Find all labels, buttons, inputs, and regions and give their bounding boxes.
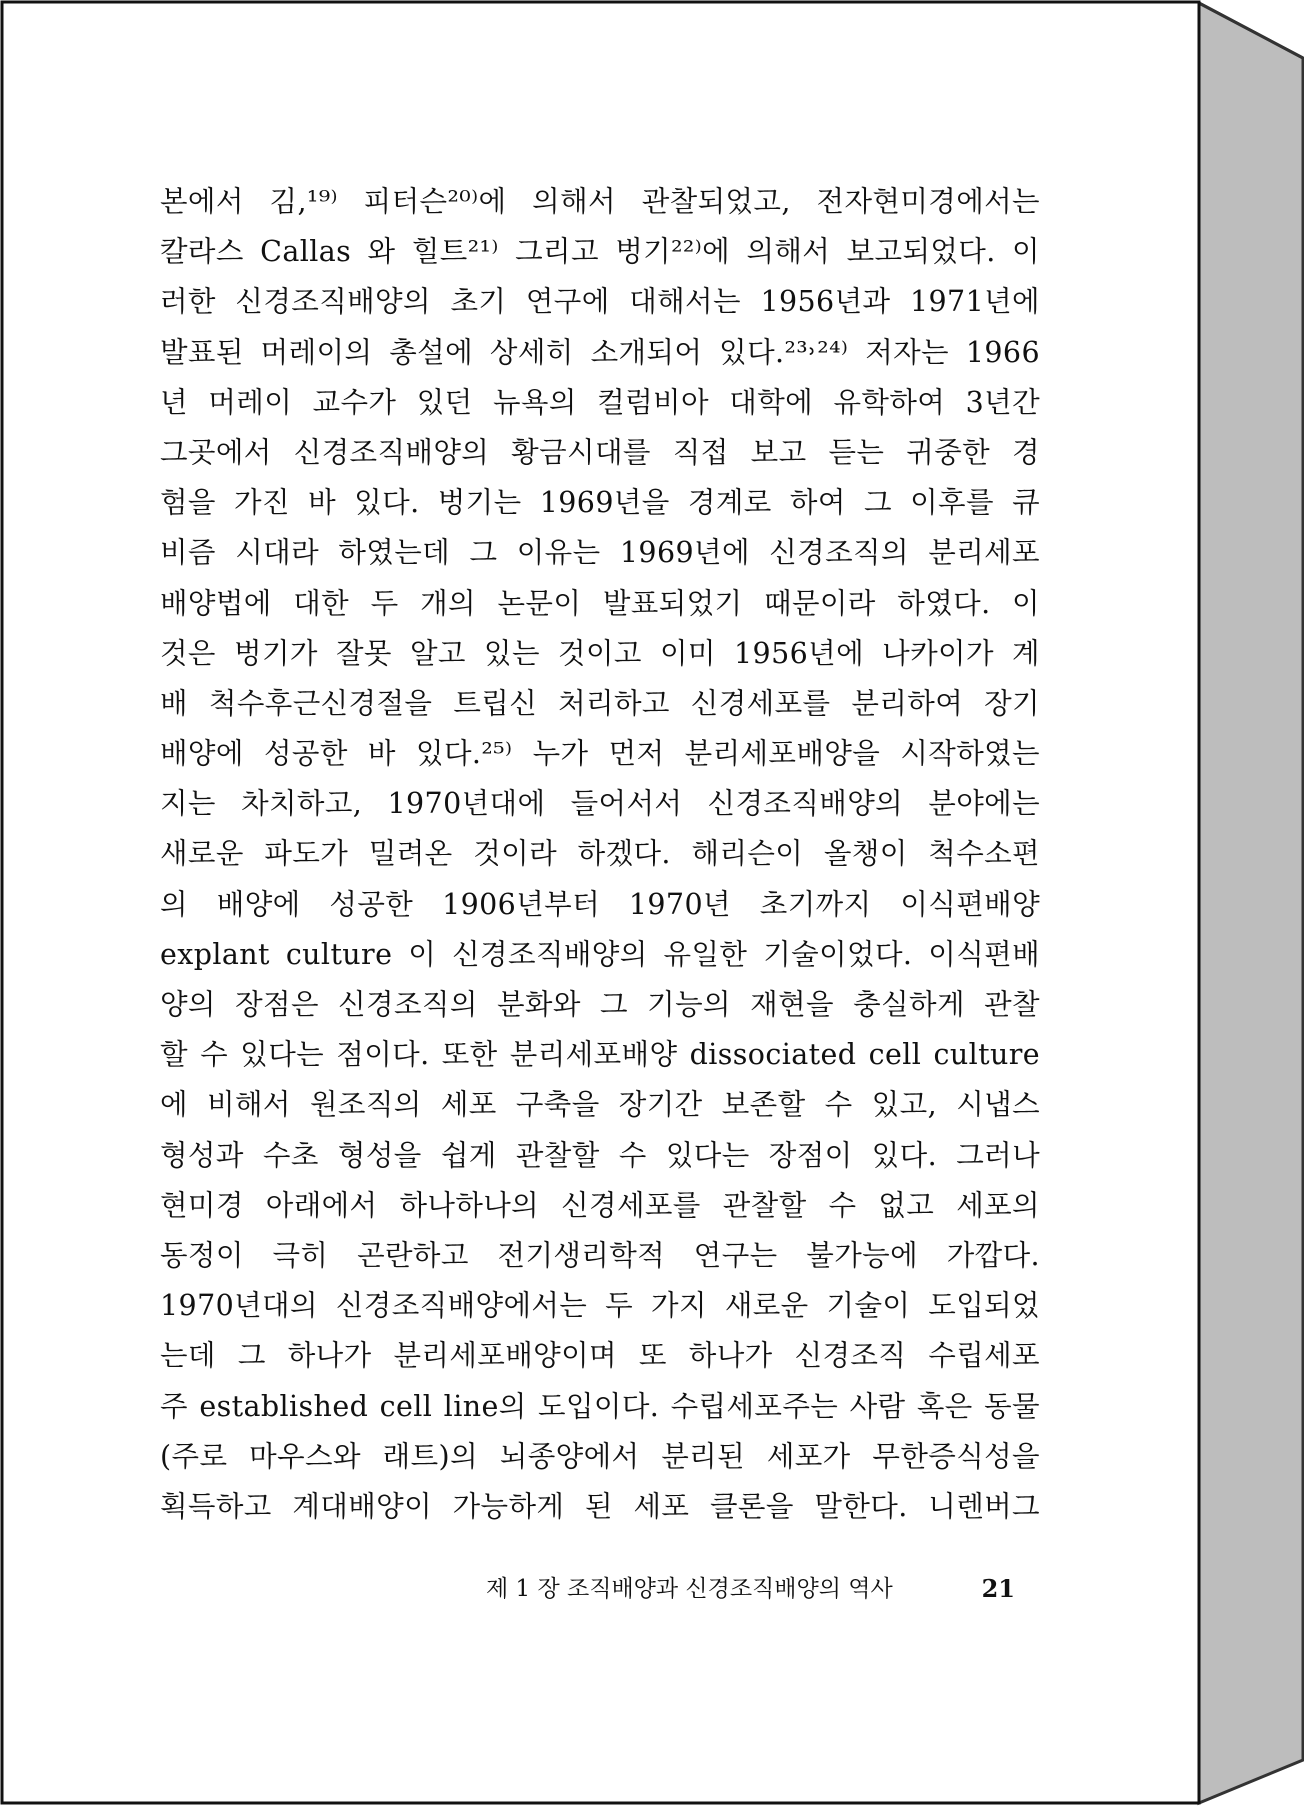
text-line: 형성과 수초 형성을 쉽게 관찰할 수 있다는 장점이 있다. 그러나 xyxy=(160,1138,1040,1172)
text-line: 본에서 김,¹⁹⁾ 피터슨²⁰⁾에 의해서 관찰되었고, 전자현미경에서는 xyxy=(160,185,1040,218)
text-line: 러한 신경조직배양의 초기 연구에 대해서는 1956년과 1971년에 xyxy=(160,285,1040,319)
book-spine-side xyxy=(1199,3,1303,1803)
text-line: 에 비해서 원조직의 세포 구축을 장기간 보존할 수 있고, 시냅스 xyxy=(160,1088,1040,1122)
text-line: 배양법에 대한 두 개의 논문이 발표되었기 때문이라 하였다. 이 xyxy=(160,586,1040,620)
text-line: 획득하고 계대배양이 가능하게 된 세포 클론을 말한다. 니렌버그 xyxy=(160,1489,1040,1523)
text-line: 험을 가진 바 있다. 벙기는 1969년을 경계로 하여 그 이후를 큐 xyxy=(160,486,1040,520)
text-line: 년 머레이 교수가 있던 뉴욕의 컬럼비아 대학에 유학하여 3년간 xyxy=(160,385,1040,419)
text-line: 1970년대의 신경조직배양에서는 두 가지 새로운 기술이 도입되었 xyxy=(160,1289,1040,1323)
text-line: 지는 차치하고, 1970년대에 들어서서 신경조직배양의 분야에는 xyxy=(160,787,1040,821)
text-line: 발표된 머레이의 총설에 상세히 소개되어 있다.²³˒²⁴⁾ 저자는 1966 xyxy=(160,335,1040,369)
book-page xyxy=(3,3,1199,1803)
text-line: 새로운 파도가 밀려온 것이라 하겠다. 해리슨이 올챙이 척수소편 xyxy=(160,837,1040,871)
page-footer xyxy=(486,1569,1021,1609)
text-line: 양의 장점은 신경조직의 분화와 그 기능의 재현을 충실하게 관찰 xyxy=(160,988,1040,1021)
page-number: 21 xyxy=(981,1574,1015,1603)
text-line: explant culture 이 신경조직배양의 유일한 기술이었다. 이식편배 xyxy=(160,937,1040,971)
text-line: 의 배양에 성공한 1906년부터 1970년 초기까지 이식편배양 xyxy=(160,887,1040,921)
running-footer-chapter-title: 제 1 장 조직배양과 신경조직배양의 역사 xyxy=(486,1576,893,1602)
text-line: 할 수 있다는 점이다. 또한 분리세포배양 dissociated cell culture xyxy=(160,1038,1040,1072)
text-line: 칼라스 Callas 와 힐트²¹⁾ 그리고 벙기²²⁾에 의해서 보고되었다. 이 xyxy=(160,235,1040,269)
text-line: 주 established cell line의 도입이다. 수립세포주는 사람 혹은 동물 xyxy=(160,1389,1040,1423)
text-line: 것은 벙기가 잘못 알고 있는 것이고 이미 1956년에 나카이가 계 xyxy=(160,636,1040,670)
text-line: 는데 그 하나가 분리세포배양이며 또 하나가 신경조직 수립세포 xyxy=(160,1339,1040,1373)
text-line: 그곳에서 신경조직배양의 황금시대를 직접 보고 듣는 귀중한 경 xyxy=(160,435,1040,469)
text-line: 동정이 극히 곤란하고 전기생리학적 연구는 불가능에 가깝다. xyxy=(160,1238,1040,1272)
body-text xyxy=(160,177,1040,1532)
text-line: 배양에 성공한 바 있다.²⁵⁾ 누가 먼저 분리세포배양을 시작하였는 xyxy=(160,737,1040,771)
text-line: 배 척수후근신경절을 트립신 처리하고 신경세포를 분리하여 장기 xyxy=(160,686,1040,720)
text-line: 현미경 아래에서 하나하나의 신경세포를 관찰할 수 없고 세포의 xyxy=(160,1188,1040,1222)
text-line: (주로 마우스와 래트)의 뇌종양에서 분리된 세포가 무한증식성을 xyxy=(160,1439,1040,1473)
text-line: 비즘 시대라 하였는데 그 이유는 1969년에 신경조직의 분리세포 xyxy=(160,536,1040,570)
